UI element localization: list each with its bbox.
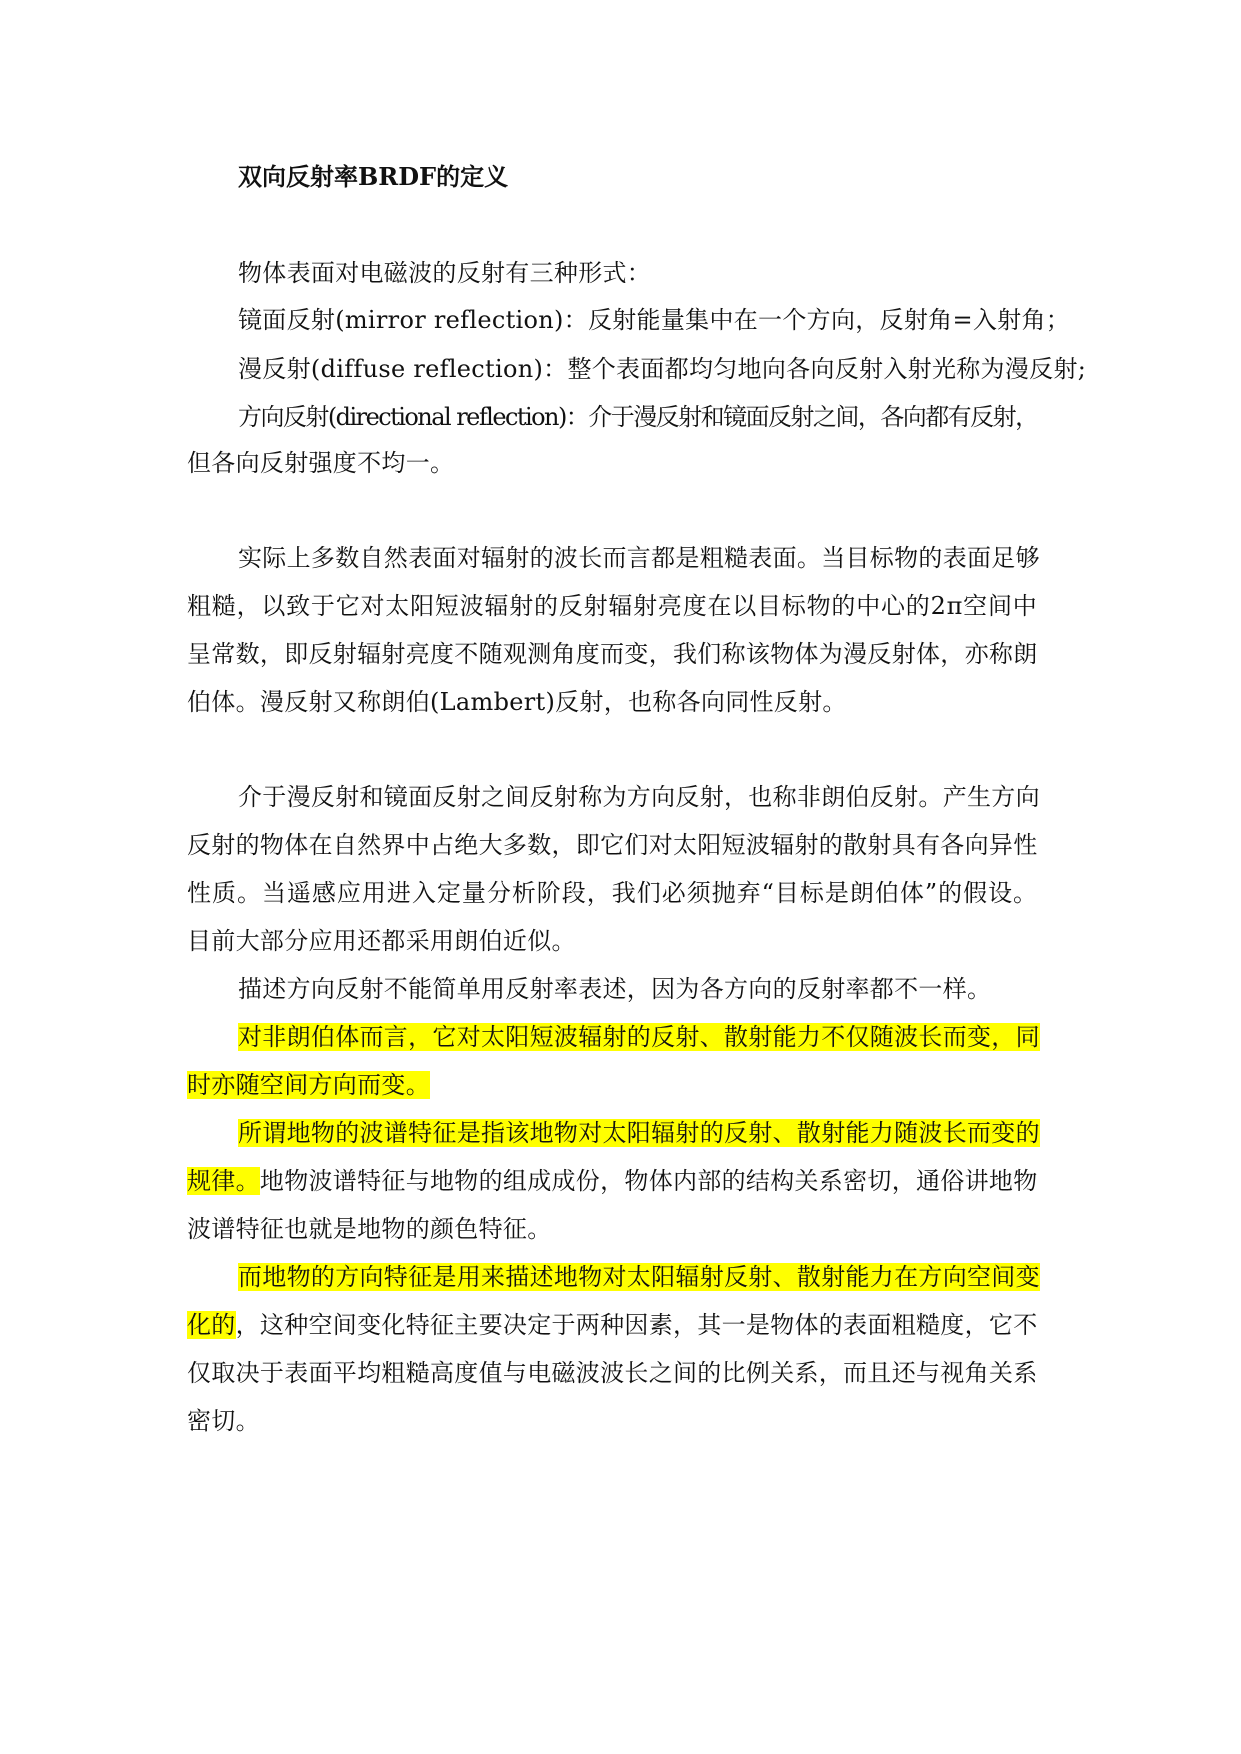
text-line <box>187 1308 1038 1342</box>
text-line <box>187 828 1038 862</box>
text-line <box>238 256 651 290</box>
text-segment: 实际上多数自然表面对辐射的波长而言都是粗糙表面。当目标物的表面足够 <box>238 544 1040 572</box>
text-line <box>238 1020 1040 1054</box>
text-segment: 反射的物体在自然界中占绝大多数，即它们对太阳短波辐射的散射具有各向异性 <box>187 831 1038 859</box>
highlighted-text: 对非朗伯体而言，它对太阳短波辐射的反射、散射能力不仅随波长而变，同 <box>238 1023 1040 1051</box>
text-line <box>187 637 1038 671</box>
highlighted-text: 规律。 <box>187 1167 260 1195</box>
text-segment: 但各向反射强度不均一。 <box>187 449 455 477</box>
text-line <box>238 780 1040 814</box>
highlighted-text: 而地物的方向特征是用来描述地物对太阳辐射反射、散射能力在方向空间变 <box>238 1263 1040 1291</box>
text-segment: 镜面反射(mirror reflection)：反射能量集中在一个方向，反射角=入射角； <box>238 306 1071 334</box>
text-segment: 仅取决于表面平均粗糙高度值与电磁波波长之间的比例关系，而且还与视角关系 <box>187 1359 1038 1387</box>
text-segment: 介于漫反射和镜面反射之间反射称为方向反射，也称非朗伯反射。产生方向 <box>238 783 1040 811</box>
text-line <box>238 541 1040 575</box>
text-segment: 漫反射(diffuse reflection)：整个表面都均匀地向各向反射入射光称为漫反射; <box>238 355 1087 383</box>
text-segment: 物体表面对电磁波的反射有三种形式： <box>238 259 652 287</box>
highlighted-text: 化的 <box>187 1311 236 1339</box>
text-line <box>187 685 847 719</box>
text-segment: 方向反射(directional reflection)：介于漫反射和镜面反射之间，各向都有反射， <box>238 403 1038 431</box>
text-segment: 目前大部分应用还都采用朗伯近似。 <box>187 927 576 955</box>
text-segment: 伯体。漫反射又称朗伯(Lambert)反射，也称各向同性反射。 <box>187 688 847 716</box>
highlighted-text: 所谓地物的波谱特征是指该地物对太阳辐射的反射、散射能力随波长而变的 <box>238 1119 1040 1147</box>
text-segment: 呈常数，即反射辐射亮度不随观测角度而变，我们称该物体为漫反射体，亦称朗 <box>187 640 1038 668</box>
text-segment: 地物波谱特征与地物的组成成份，物体内部的结构关系密切，通俗讲地物 <box>259 1167 1038 1195</box>
text-line <box>238 1260 1040 1294</box>
text-line <box>187 1212 552 1246</box>
text-line <box>238 400 1038 434</box>
text-line <box>238 303 1070 337</box>
text-line <box>187 1404 260 1438</box>
text-line <box>238 1116 1040 1150</box>
text-line <box>187 1164 1038 1198</box>
text-line <box>187 1356 1038 1390</box>
text-segment: ，这种空间变化特征主要决定于两种因素，其一是物体的表面粗糙度，它不 <box>235 1311 1038 1339</box>
document-title: 双向反射率BRDF的定义 <box>238 162 509 191</box>
text-segment: 性质。当遥感应用进入定量分析阶段，我们必须抛弃“目标是朗伯体”的假设。 <box>187 879 1039 907</box>
text-line <box>187 589 1038 623</box>
text-line <box>187 876 1038 910</box>
text-segment: 粗糙，以致于它对太阳短波辐射的反射辐射亮度在以目标物的中心的2π空间中 <box>187 592 1038 620</box>
text-line <box>187 924 576 958</box>
text-line <box>187 1068 430 1102</box>
text-segment: 密切。 <box>187 1407 260 1435</box>
text-line <box>187 446 454 480</box>
text-line <box>238 972 991 1006</box>
highlighted-text: 时亦随空间方向而变。 <box>187 1071 430 1099</box>
text-line <box>238 352 1086 386</box>
text-segment: 波谱特征也就是地物的颜色特征。 <box>187 1215 552 1243</box>
text-segment: 描述方向反射不能简单用反射率表述，因为各方向的反射率都不一样。 <box>238 975 992 1003</box>
